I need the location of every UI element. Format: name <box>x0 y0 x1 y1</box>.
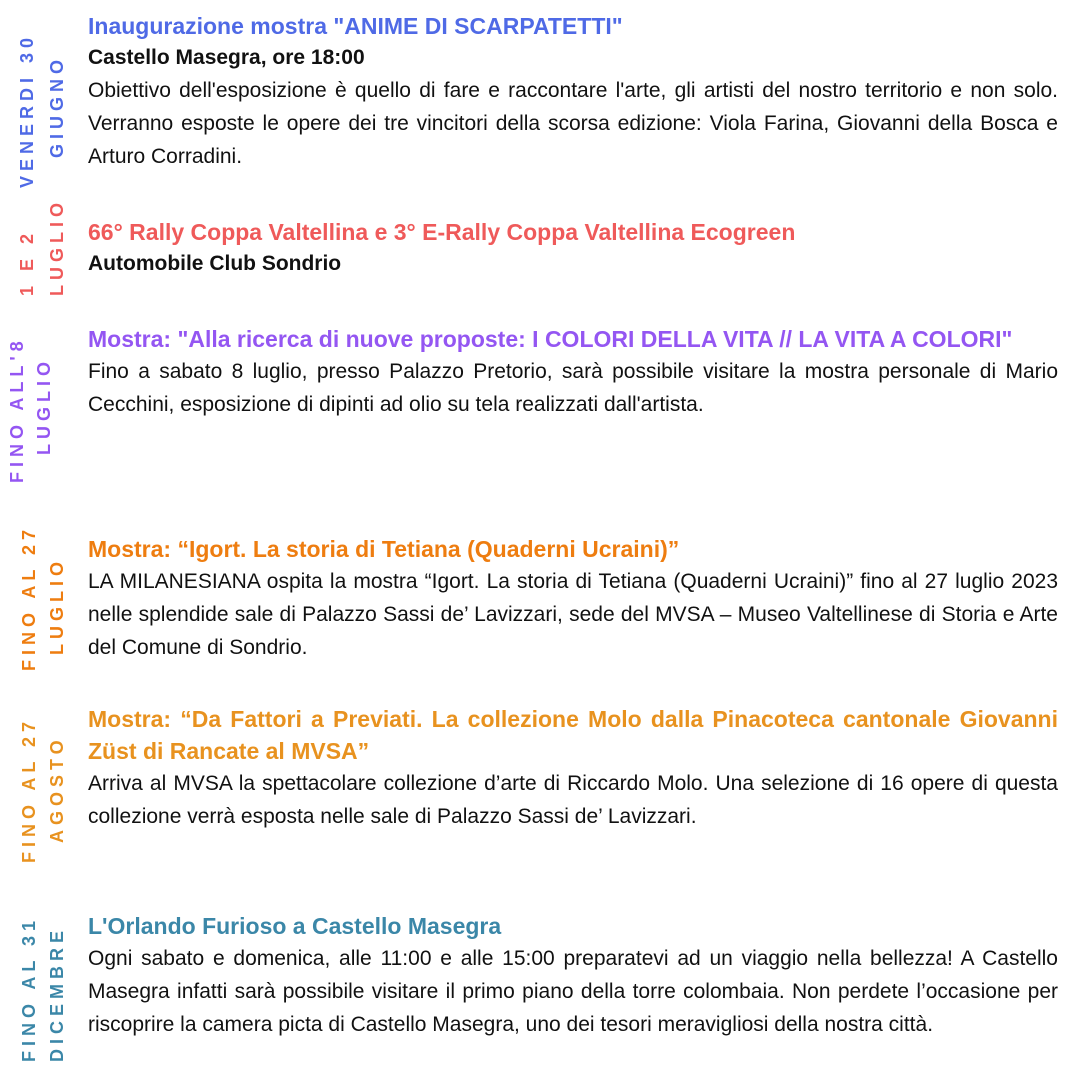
event-5-description: Arriva al MVSA la spettacolare collezione d’arte di Riccardo Molo. Una selezione di 16 opere di questa collezione verrà esposta nelle sale di Palazzo Sassi de’ Lavizzari. <box>88 772 1058 828</box>
event-2-title: 66° Rally Coppa Valtellina e 3° E-Rally Coppa Valtellina Ecogreen <box>88 219 796 245</box>
event-1-description: Obiettivo dell'esposizione è quello di fare e raccontare l'arte, gli artisti del nostro territorio e non solo. Verranno esposte le opere dei tre vincitori della scorsa edizione: Viola Farina, Giovanni della Bosca e Arturo Corradini. <box>88 79 1058 168</box>
event-4-date-line1: FINO AL 27 <box>19 524 39 671</box>
event-6-title: L'Orlando Furioso a Castello Masegra <box>88 913 502 939</box>
event-5-date-line1: FINO AL 27 <box>19 716 39 863</box>
event-4 <box>0 524 1080 673</box>
event-6-date-line1: FINO AL 31 <box>19 915 39 1062</box>
event-5 <box>0 703 1080 873</box>
event-1-date-line2: GIUGNO <box>47 54 67 158</box>
event-4-date-line2: LUGLIO <box>47 557 67 655</box>
event-1-date-line1: VENERDI 30 <box>17 32 37 188</box>
event-3-date-line1: FINO ALL'8 <box>7 336 27 483</box>
event-2-date-line1: 1 E 2 <box>17 228 37 296</box>
event-2 <box>0 198 1080 306</box>
event-4-title: Mostra: “Igort. La storia di Tetiana (Quaderni Ucraini)” <box>88 536 680 562</box>
event-1-subtitle: Castello Masegra, ore 18:00 <box>88 46 365 69</box>
event-3-title: Mostra: "Alla ricerca di nuove proposte: I COLORI DELLA VITA // LA VITA A COLORI" <box>88 326 1013 352</box>
event-5-date-line2: AGOSTO <box>47 735 67 843</box>
event-6 <box>0 910 1080 1075</box>
event-3-date-line2: LUGLIO <box>34 357 54 455</box>
event-6-description: Ogni sabato e domenica, alle 11:00 e alle 15:00 preparatevi ad un viaggio nella bellezza! A Castello Masegra infatti sarà possibile visitare il primo piano della torre colombaia. Non perdete l’occasione per riscoprire la camera picta di Castello Masegra, uno dei tesori meravigliosi della nostra città. <box>88 947 1058 1036</box>
event-2-date-line2: LUGLIO <box>47 198 67 296</box>
event-2-subtitle: Automobile Club Sondrio <box>88 252 342 275</box>
event-6-date-line2: DICEMBRE <box>47 925 67 1062</box>
event-4-description: LA MILANESIANA ospita la mostra “Igort. La storia di Tetiana (Quaderni Ucraini)” fino al 27 luglio 2023 nelle splendide sale di Palazzo Sassi de’ Lavizzari, sede del MVSA – Museo Valtellinese di Storia e Arte del Comune di Sondrio. <box>88 570 1058 659</box>
event-1 <box>0 10 1080 190</box>
event-3 <box>0 323 1080 493</box>
event-1-title: Inaugurazione mostra "ANIME DI SCARPATETTI" <box>88 13 623 39</box>
event-5-title: Mostra: “Da Fattori a Previati. La collezione Molo dalla Pinacoteca cantonale Giovanni Züst di Rancate al MVSA” <box>88 706 1058 764</box>
event-3-description: Fino a sabato 8 luglio, presso Palazzo Pretorio, sarà possibile visitare la mostra personale di Mario Cecchini, esposizione di dipinti ad olio su tela realizzati dall'artista. <box>88 360 1058 416</box>
